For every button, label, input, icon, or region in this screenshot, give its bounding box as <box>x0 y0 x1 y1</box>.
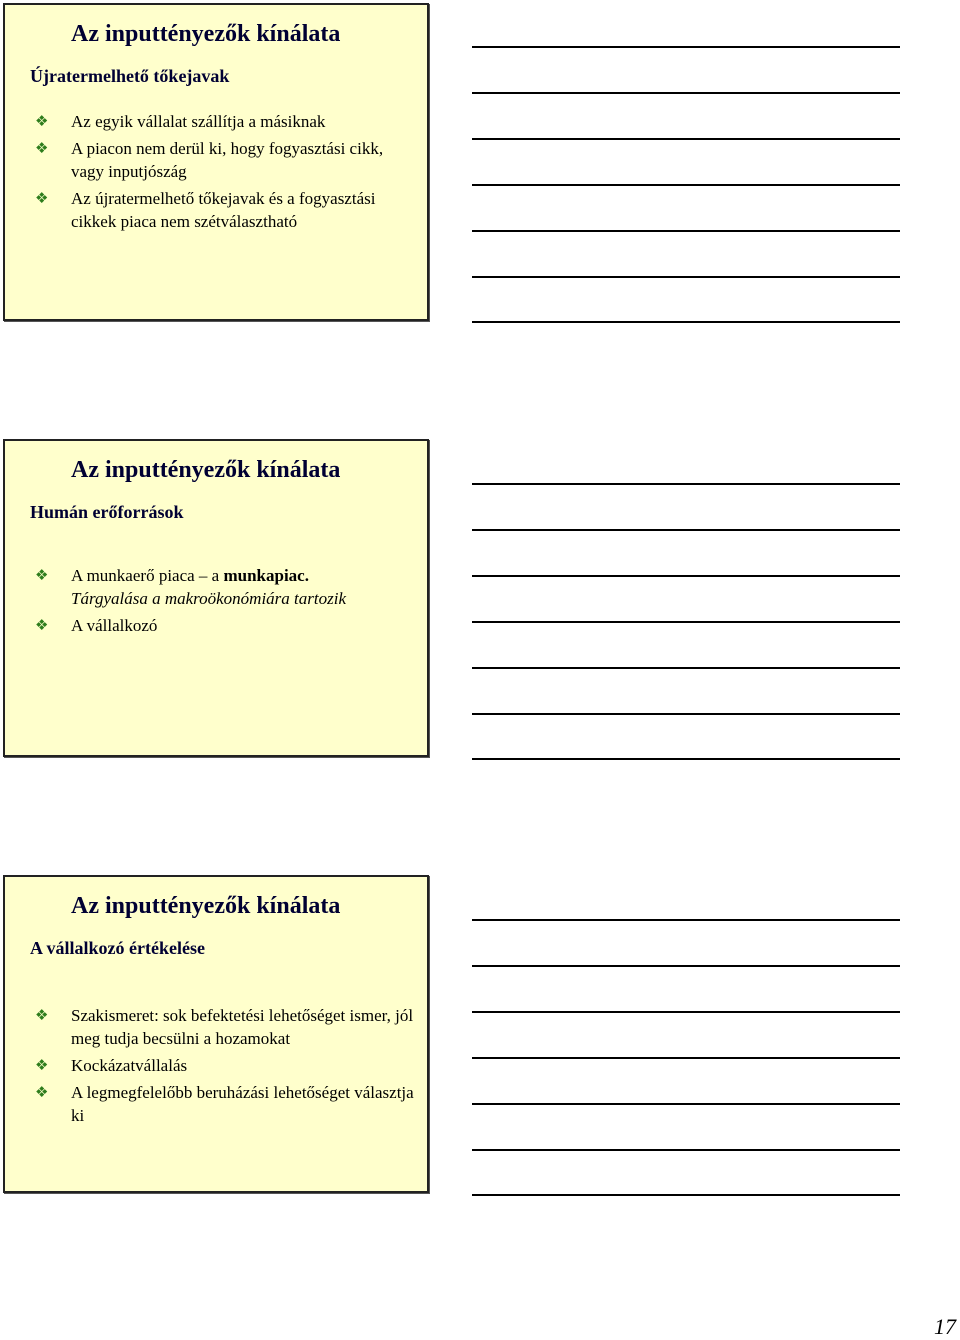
list-item <box>5 187 427 233</box>
four-diamond-icon: ❖ <box>35 566 49 584</box>
list-item <box>5 1081 427 1127</box>
bullet-text: A piacon nem derül ki, hogy fogyasztási cikk, vagy inputjószág <box>71 139 384 181</box>
slide-1 <box>3 3 429 321</box>
list-item <box>5 137 427 183</box>
slide-subtitle: A vállalkozó értékelése <box>30 938 205 958</box>
note-line <box>472 1149 900 1151</box>
note-line <box>472 1057 900 1059</box>
bullet-text: Az újratermelhető tőkejavak és a fogyasztási cikkek piaca nem szétválasztható <box>71 189 376 231</box>
bullet-list <box>5 1004 427 1131</box>
four-diamond-icon: ❖ <box>35 1006 49 1024</box>
four-diamond-icon: ❖ <box>35 1056 49 1074</box>
note-line <box>472 230 900 232</box>
bullet-text: A vállalkozó <box>71 616 158 635</box>
list-item <box>5 564 427 610</box>
note-line <box>472 92 900 94</box>
note-line <box>472 965 900 967</box>
note-line <box>472 667 900 669</box>
note-line <box>472 758 900 760</box>
list-item <box>5 110 427 133</box>
note-line <box>472 276 900 278</box>
slide-title: Az inputtényezők kínálata <box>71 457 341 483</box>
note-line <box>472 321 900 323</box>
bullet-text: A legmegfelelőbb beruházási lehetőséget választja ki <box>71 1083 414 1125</box>
slide-title: Az inputtényezők kínálata <box>71 21 341 47</box>
bullet-text: Az egyik vállalat szállítja a másiknak <box>71 112 326 131</box>
bullet-list <box>5 564 427 641</box>
note-line <box>472 46 900 48</box>
note-line <box>472 483 900 485</box>
bullet-bold-text: munkapiac. <box>223 566 309 585</box>
list-item <box>5 1054 427 1077</box>
page-number: 17 <box>934 1314 956 1339</box>
list-item <box>5 614 427 637</box>
four-diamond-icon: ❖ <box>35 189 49 207</box>
bullet-text: Szakismeret: sok befektetési lehetőséget ismer, jól meg tudja becsülni a hozamokat <box>71 1006 414 1048</box>
note-line <box>472 138 900 140</box>
list-item <box>5 1004 427 1050</box>
slide-subtitle: Humán erőforrások <box>30 502 184 522</box>
bullet-list <box>5 110 427 237</box>
slide-3 <box>3 875 429 1193</box>
slide-2 <box>3 439 429 757</box>
note-line <box>472 529 900 531</box>
four-diamond-icon: ❖ <box>35 139 49 157</box>
note-line <box>472 621 900 623</box>
four-diamond-icon: ❖ <box>35 616 49 634</box>
slide-title: Az inputtényezők kínálata <box>71 893 341 919</box>
note-line <box>472 1011 900 1013</box>
note-line <box>472 575 900 577</box>
note-line <box>472 1103 900 1105</box>
note-line <box>472 919 900 921</box>
bullet-text: Kockázatvállalás <box>71 1056 188 1075</box>
four-diamond-icon: ❖ <box>35 1083 49 1101</box>
bullet-text: A munkaerő piaca – a <box>71 566 224 585</box>
bullet-italic-note: Tárgyalása a makroökonómiára tartozik <box>71 589 346 608</box>
four-diamond-icon: ❖ <box>35 112 49 130</box>
slide-subtitle: Újratermelhető tőkejavak <box>30 66 230 86</box>
note-line <box>472 713 900 715</box>
note-line <box>472 184 900 186</box>
note-line <box>472 1194 900 1196</box>
